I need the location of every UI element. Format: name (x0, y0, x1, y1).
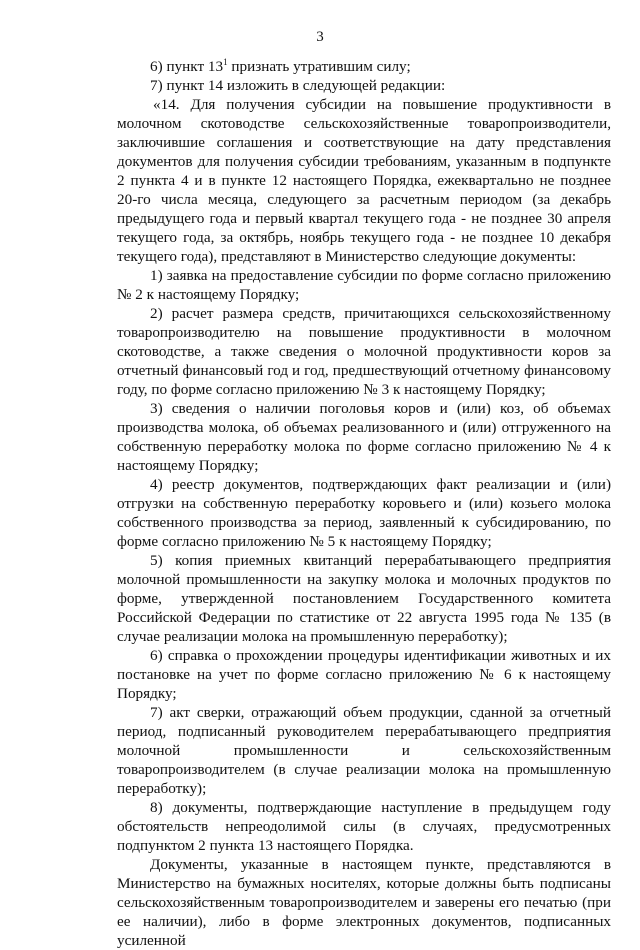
item-7-paragraph: 7) пункт 14 изложить в следующей редакции: (150, 77, 446, 94)
subitem-2-paragraph: 2) расчет размера средств, причитающихся сельскохозяйственному товаропроизводителю на повышение продуктивности в молочном скотоводстве, а также сведения о молочной продуктивности коров за отчетный финансовый год и год, предшествующий отчетному финансовому году, по форме согласно приложению № 3 к настоящему Порядку; (117, 305, 611, 398)
item-6-text-end: признать утратившим силу; (227, 58, 411, 75)
point-14-intro-paragraph: «14. Для получения субсидии на повышение продуктивности в молочном скотоводстве сельскохозяйственные товаропроизводители, заключившие соглашения и соответствующие на дату представления документов для получения субсидии требованиям, указанным в подпункте 2 пункта 4 и в пункте 12 настоящего Порядка, ежеквартально не позднее 20-го числа месяца, следующего за расчетным периодом (за декабрь предыдущего года и первый квартал текущего года - не позднее 30 апреля текущего года, за октябрь, ноябрь текущего года - не позднее 10 декабря текущего года), представляют в Министерство следующие документы: (117, 96, 611, 265)
subitem-8-paragraph: 8) документы, подтверждающие наступление в предыдущем году обстоятельств непреодолимой силы (в случаях, предусмотренных подпунктом 2 пункта 13 настоящего Порядка. (117, 799, 611, 854)
page-number: 3 (316, 29, 324, 45)
subitem-6-paragraph: 6) справка о прохождении процедуры идентификации животных и их постановке на учет по форме согласно приложению № 6 к настоящему Порядку; (117, 647, 611, 702)
item-6-text: 6) пункт 13 (150, 58, 224, 75)
item-6-superscript: 1 (223, 57, 228, 67)
subitem-7-paragraph: 7) акт сверки, отражающий объем продукции, сданной за отчетный период, подписанный руководителем перерабатывающего предприятия молочной промышленности и сельскохозяйственным товаропроизводителем (в случае реализации молока на промышленную переработку); (117, 704, 611, 797)
subitem-3-paragraph: 3) сведения о наличии поголовья коров и (или) коз, об объемах производства молока, об объемах реализованного и (или) отгруженного на собственную переработку молока по форме согласно приложению № 4 к настоящему Порядку; (117, 400, 611, 474)
closing-paragraph: Документы, указанные в настоящем пункте, представляются в Министерство на бумажных носителях, которые должны быть подписаны сельскохозяйственным товаропроизводителем и заверены его печатью (при ее наличии), либо в форме электронных документов, подписанных усиленной (117, 856, 611, 949)
subitem-5-paragraph: 5) копия приемных квитанций перерабатывающего предприятия молочной промышленности на закупку молока и молочных продуктов по форме, утвержденной постановлением Государственного комитета Российской Федерации по статистике от 22 августа 1995 года № 135 (в случае реализации молока на промышленную переработку); (117, 552, 611, 645)
subitem-1-paragraph: 1) заявка на предоставление субсидии по форме согласно приложению № 2 к настоящему Порядку; (117, 267, 611, 303)
item-6-paragraph (117, 57, 611, 76)
subitem-4-paragraph: 4) реестр документов, подтверждающих факт реализации и (или) отгрузки на собственную переработку коровьего и (или) козьего молока собственного производства за период, заявленный к субсидированию, по форме согласно приложению № 5 к настоящему Порядку; (117, 476, 611, 550)
document-body (117, 57, 611, 950)
